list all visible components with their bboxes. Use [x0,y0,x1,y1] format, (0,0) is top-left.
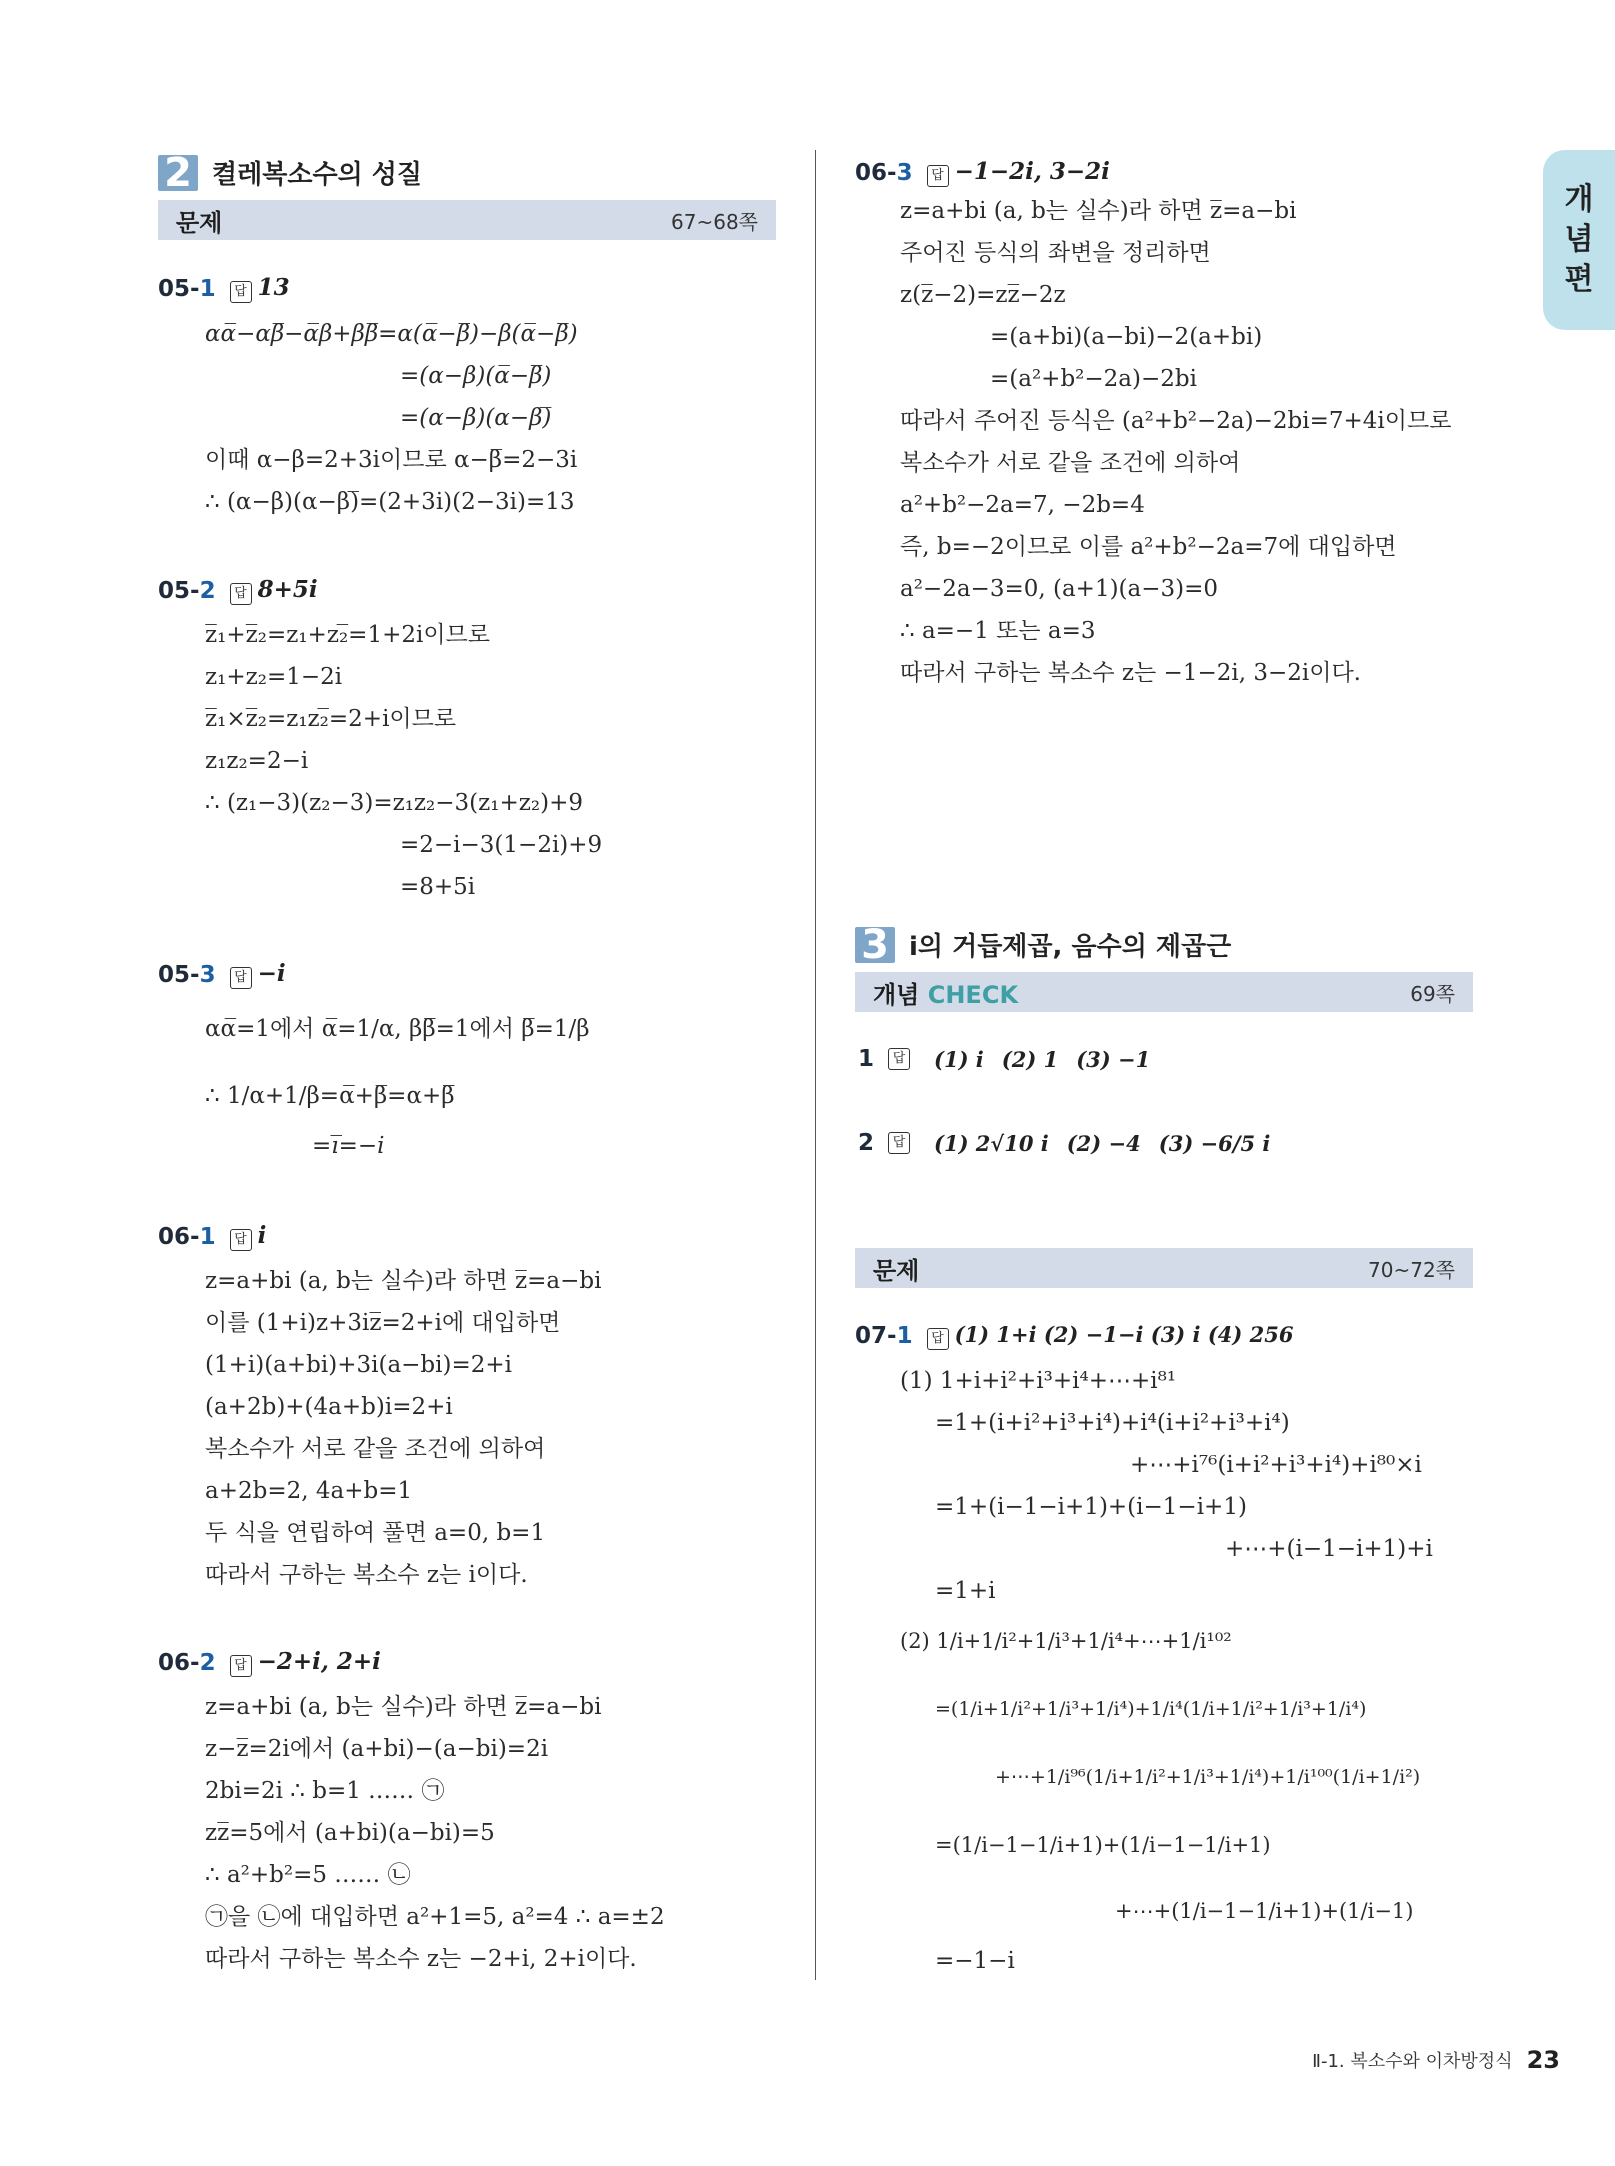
answer: (3) −6/5 i [1158,1130,1271,1156]
bar-pages: 69쪽 [1410,981,1455,1006]
problem-number: 06-3 [855,159,913,186]
solution-line: ∴ a=−1 또는 a=3 [900,618,1096,644]
solution-line: z̅₁+z̅₂=z₁+z₂̅=1+2i이므로 [205,622,490,648]
check-item-2 [858,1130,1270,1156]
solution-line: z−z̅=2i에서 (a+bi)−(a−bi)=2i [205,1736,549,1762]
bar-label: 개념 CHECK [873,980,1019,1009]
solution-line: =2−i−3(1−2i)+9 [400,832,603,858]
section-2-bar [158,200,776,240]
answer-mark: 답 [230,281,252,303]
solution-line: zz̅=5에서 (a+bi)(a−bi)=5 [205,1820,495,1846]
solution-line: 두 식을 연립하여 풀면 a=0, b=1 [205,1520,546,1546]
solution-line: =(α−β)(α̅−β̅) [400,363,552,389]
solution-line: ∴ (z₁−3)(z₂−3)=z₁z₂−3(z₁+z₂)+9 [205,790,583,816]
problem-heading [158,1648,381,1677]
answer: (1) 1+i (2) −1−i (3) i (4) 256 [954,1322,1294,1347]
check-number: 1 [858,1046,875,1072]
solution-line: z₁+z₂=1−2i [205,664,343,690]
answer: (1) 2√10 i [934,1130,1049,1156]
solution-line: =(a²+b²−2a)−2bi [990,366,1197,392]
solution-line: =1+(i−1−i+1)+(i−1−i+1) [935,1494,1247,1520]
solution-line: z(z̅−2)=zz̅−2z [900,282,1066,308]
side-tab-char: 념 [1564,222,1594,257]
solution-line: z̅₁×z̅₂=z₁z₂̅=2+i이므로 [205,706,457,732]
bar-label: 문제 [873,1256,920,1285]
side-tab-char: 개 [1564,182,1594,217]
check-item-1 [858,1046,1150,1072]
problem-06-2 [158,1648,381,1677]
solution-line: (1+i)(a+bi)+3i(a−bi)=2+i [205,1352,513,1378]
solution-line: =−1−i [935,1948,1015,1974]
problem-heading [855,1322,1293,1350]
solution-line: =1+i [935,1578,996,1604]
page-number: 23 [1526,2046,1560,2074]
section-title: i의 거듭제곱, 음수의 제곱근 [909,932,1232,962]
solution-line: z=a+bi (a, b는 실수)라 하면 z̅=a−bi [900,198,1297,224]
solution-line: z=a+bi (a, b는 실수)라 하면 z̅=a−bi [205,1694,602,1720]
side-tab [1543,150,1615,330]
bar-pages: 67~68쪽 [671,209,758,234]
solution-line: z=a+bi (a, b는 실수)라 하면 z̅=a−bi [205,1268,602,1294]
solution-line: =8+5i [400,874,476,900]
solution-line: +⋯+(1/i−1−1/i+1)+(1/i−1) [1115,1899,1414,1923]
answer: −i [257,960,286,987]
solution-line: 이때 α−β=2+3i이므로 α−β̅=2−3i [205,447,578,473]
answer-mark: 답 [230,583,252,605]
section-number-badge: 2 [158,155,198,191]
problem-number: 05-2 [158,577,216,604]
section-3-problem-bar [855,1248,1473,1288]
solution-line: 2bi=2i ∴ b=1 …… ㉠ [205,1778,445,1804]
section-2-header [158,149,422,196]
problem-heading [158,960,286,989]
problem-05-2 [158,576,318,605]
solution-line: αα̅=1에서 α̅=1/α, ββ̅=1에서 β̅=1/β [205,1016,590,1042]
answer-mark: 답 [927,165,949,187]
solution-line: =1+(i+i²+i³+i⁴)+i⁴(i+i²+i³+i⁴) [935,1410,1290,1436]
solution-line: (a+2b)+(4a+b)i=2+i [205,1394,453,1420]
concept-check-bar [855,972,1473,1012]
solution-line: 따라서 주어진 등식은 (a²+b²−2a)−2bi=7+4i이므로 [900,408,1452,434]
bar-pages: 70~72쪽 [1368,1257,1455,1282]
side-tab-char: 편 [1564,262,1594,297]
answer-mark: 답 [230,1655,252,1677]
solution-line: a²−2a−3=0, (a+1)(a−3)=0 [900,576,1219,602]
solution-line: (1) 1+i+i²+i³+i⁴+⋯+i⁸¹ [900,1368,1177,1394]
problem-number: 06-1 [158,1223,216,1250]
answer: 13 [257,274,290,301]
solution-line: =(1/i−1−1/i+1)+(1/i−1−1/i+1) [935,1833,1271,1857]
solution-line: =(a+bi)(a−bi)−2(a+bi) [990,324,1263,350]
problem-number: 07-1 [855,1323,913,1349]
solution-line: 따라서 구하는 복소수 z는 −2+i, 2+i이다. [205,1946,637,1972]
answer: 8+5i [257,576,318,603]
solution-line: 복소수가 서로 같을 조건에 의하여 [205,1436,546,1462]
problem-heading [158,274,290,303]
answer-mark: 답 [230,967,252,989]
solution-line: ∴ (α−β)(α−β)̅=(2+3i)(2−3i)=13 [205,489,575,515]
solution-line: a+2b=2, 4a+b=1 [205,1478,413,1504]
problem-heading [855,158,1110,187]
solution-line: ∴ 1/α+1/β=α̅+β̅=α+β̅ [205,1083,455,1109]
solution-line: =(α−β)(α−β)̅ [400,405,552,431]
problem-05-1 [158,274,290,303]
solution-line: a²+b²−2a=7, −2b=4 [900,492,1145,518]
answer: −2+i, 2+i [257,1648,381,1675]
problem-05-3 [158,960,286,989]
answer-mark: 답 [888,1048,910,1070]
section-number-badge: 3 [855,927,895,963]
solution-line: =i̅=−i [312,1133,385,1159]
solution-line: αα̅−αβ̅−α̅β+ββ̅=α(α̅−β̅)−β(α̅−β̅) [205,321,578,347]
answer: (2) 1 [1001,1046,1059,1072]
problem-number: 05-3 [158,961,216,988]
answer-mark: 답 [230,1229,252,1251]
problem-heading [158,576,318,605]
solution-line: (2) 1/i+1/i²+1/i³+1/i⁴+⋯+1/i¹⁰² [900,1629,1232,1653]
answer: (2) −4 [1066,1130,1141,1156]
solution-line: =(1/i+1/i²+1/i³+1/i⁴)+1/i⁴(1/i+1/i²+1/i³+1/i⁴) [935,1698,1367,1720]
check-number: 2 [858,1130,875,1156]
bar-label: 문제 [176,208,223,237]
answer: (1) i [934,1046,984,1072]
solution-line: 복소수가 서로 같을 조건에 의하여 [900,450,1241,476]
solution-line: z₁z₂=2−i [205,748,309,774]
solution-line: 주어진 등식의 좌변을 정리하면 [900,240,1211,266]
solution-line: +⋯+1/i⁹⁶(1/i+1/i²+1/i³+1/i⁴)+1/i¹⁰⁰(1/i+1/i²) [995,1766,1421,1788]
solution-line: +⋯+(i−1−i+1)+i [1225,1536,1433,1562]
page-footer [1312,2046,1560,2074]
chapter-label: Ⅱ-1. 복소수와 이차방정식 [1312,2051,1513,2072]
solution-line: 이를 (1+i)z+3iz̅=2+i에 대입하면 [205,1310,561,1336]
problem-number: 05-1 [158,275,216,302]
solution-line: ∴ a²+b²=5 …… ㉡ [205,1862,411,1888]
answer: i [257,1222,267,1249]
solution-line: 따라서 구하는 복소수 z는 i이다. [205,1562,528,1588]
answer: (3) −1 [1076,1046,1151,1072]
problem-07-1 [855,1322,1293,1350]
answer: −1−2i, 3−2i [954,158,1110,185]
answer-mark: 답 [888,1132,910,1154]
solution-line: ㉠을 ㉡에 대입하면 a²+1=5, a²=4 ∴ a=±2 [205,1904,665,1930]
solution-line: +⋯+i⁷⁶(i+i²+i³+i⁴)+i⁸⁰×i [1130,1452,1422,1478]
section-3-header [855,921,1232,968]
problem-number: 06-2 [158,1649,216,1676]
section-title: 켤레복소수의 성질 [212,160,422,190]
solution-line: 즉, b=−2이므로 이를 a²+b²−2a=7에 대입하면 [900,534,1397,560]
problem-06-3 [855,158,1110,187]
problem-06-1 [158,1222,266,1251]
column-divider [815,150,816,1980]
problem-heading [158,1222,266,1251]
solution-line: 따라서 구하는 복소수 z는 −1−2i, 3−2i이다. [900,660,1361,686]
answer-mark: 답 [927,1328,949,1350]
